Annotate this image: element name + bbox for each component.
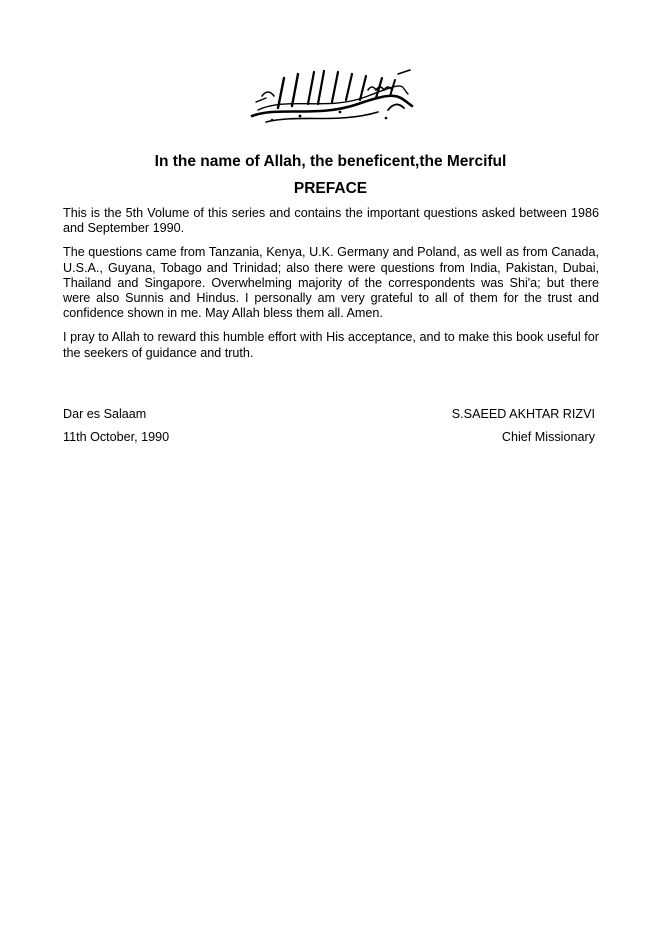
signature-position: Chief Missionary — [501, 430, 595, 444]
section-title: PREFACE — [293, 180, 368, 197]
paragraph: I pray to Allah to reward this humble effort with His acceptance, and to make this book useful for the seekers of guidance and truth. — [63, 330, 599, 360]
signature-name: S.SAEED AKHTAR RIZVI — [451, 407, 595, 421]
signature-date: 11th October, 1990 — [63, 430, 170, 444]
paragraph: The questions came from Tanzania, Kenya, U.K. Germany and Poland, as well as from Canada, U.S.A., Guyana, Tobago and Trinidad; also there were questions from India, Pakistan, Dubai, Thailand and Singapore. Overwhelming majority of the correspondents was Shi'a; but there were also Sunnis and Hindus. I personally am very grateful to all of them for the trust and confidence shown in me. May Allah bless them all. Amen. — [63, 245, 599, 321]
paragraph: This is the 5th Volume of this series and contains the important questions asked between 1986 and September 1990. — [63, 206, 599, 236]
preface-body — [63, 206, 599, 370]
signature-row — [63, 430, 595, 444]
page-title: In the name of Allah, the beneficent,the Merciful — [154, 153, 507, 170]
bismillah-calligraphy-icon — [248, 66, 416, 126]
signature-row — [63, 407, 595, 421]
bismillah-text: بِسْمِ اللهِ الرَّحْمٰنِ الرَّحِيْمِ — [332, 124, 342, 125]
signature-place: Dar es Salaam — [63, 407, 147, 421]
